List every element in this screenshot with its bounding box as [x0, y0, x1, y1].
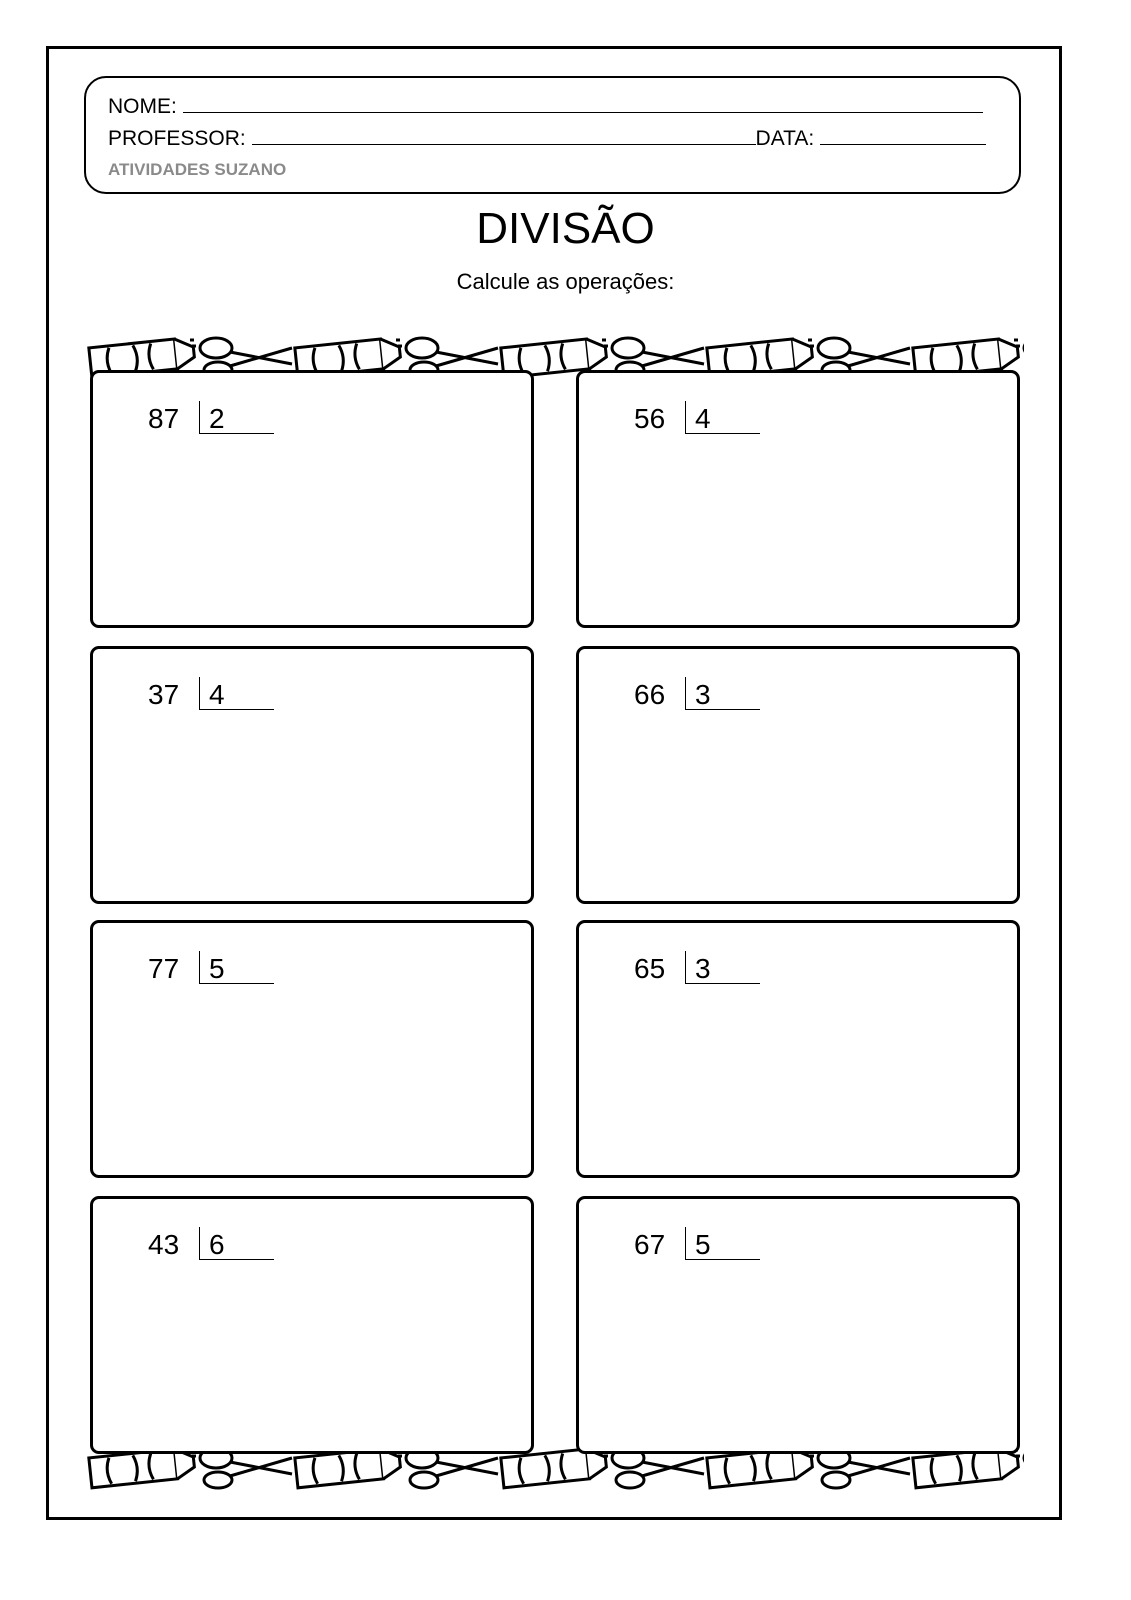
dividend: 66 — [634, 679, 666, 710]
division-problem[interactable] — [90, 646, 534, 904]
division-problem[interactable] — [576, 1196, 1020, 1454]
scissors-icon — [190, 1448, 300, 1488]
date-field[interactable] — [820, 126, 986, 145]
divisor: 2 — [209, 403, 225, 434]
dividend: 77 — [148, 953, 180, 984]
name-label: NOME: — [108, 95, 177, 118]
instructions: Calcule as operações: — [456, 269, 675, 294]
dividend: 67 — [634, 1229, 666, 1260]
division-problem[interactable] — [90, 1196, 534, 1454]
scissors-icon — [808, 1448, 918, 1488]
division-problem[interactable] — [576, 920, 1020, 1178]
divisor: 5 — [695, 1229, 711, 1260]
page-title: DIVISÃO — [476, 204, 655, 253]
dividend: 56 — [634, 403, 666, 434]
name-field[interactable] — [183, 94, 983, 113]
watermark: ATIVIDADES SUZANO — [108, 160, 287, 179]
divisor: 3 — [695, 953, 711, 984]
dividend: 87 — [148, 403, 180, 434]
division-problem[interactable] — [90, 920, 534, 1178]
divisor: 3 — [695, 679, 711, 710]
division-problem[interactable] — [576, 370, 1020, 628]
date-label: DATA: — [755, 127, 815, 150]
teacher-field[interactable] — [252, 126, 756, 145]
dividend: 37 — [148, 679, 180, 710]
dividend: 65 — [634, 953, 666, 984]
student-info-box — [84, 76, 1021, 194]
divisor: 5 — [209, 953, 225, 984]
scissors-icon — [602, 1448, 712, 1488]
divisor: 4 — [695, 403, 711, 434]
scissors-icon — [396, 1448, 506, 1488]
divisor: 4 — [209, 679, 225, 710]
teacher-label: PROFESSOR: — [108, 127, 246, 150]
division-problem[interactable] — [90, 370, 534, 628]
divisor: 6 — [209, 1229, 225, 1260]
division-problem[interactable] — [576, 646, 1020, 904]
dividend: 43 — [148, 1229, 180, 1260]
name-row — [108, 94, 983, 119]
teacher-row — [108, 126, 986, 151]
